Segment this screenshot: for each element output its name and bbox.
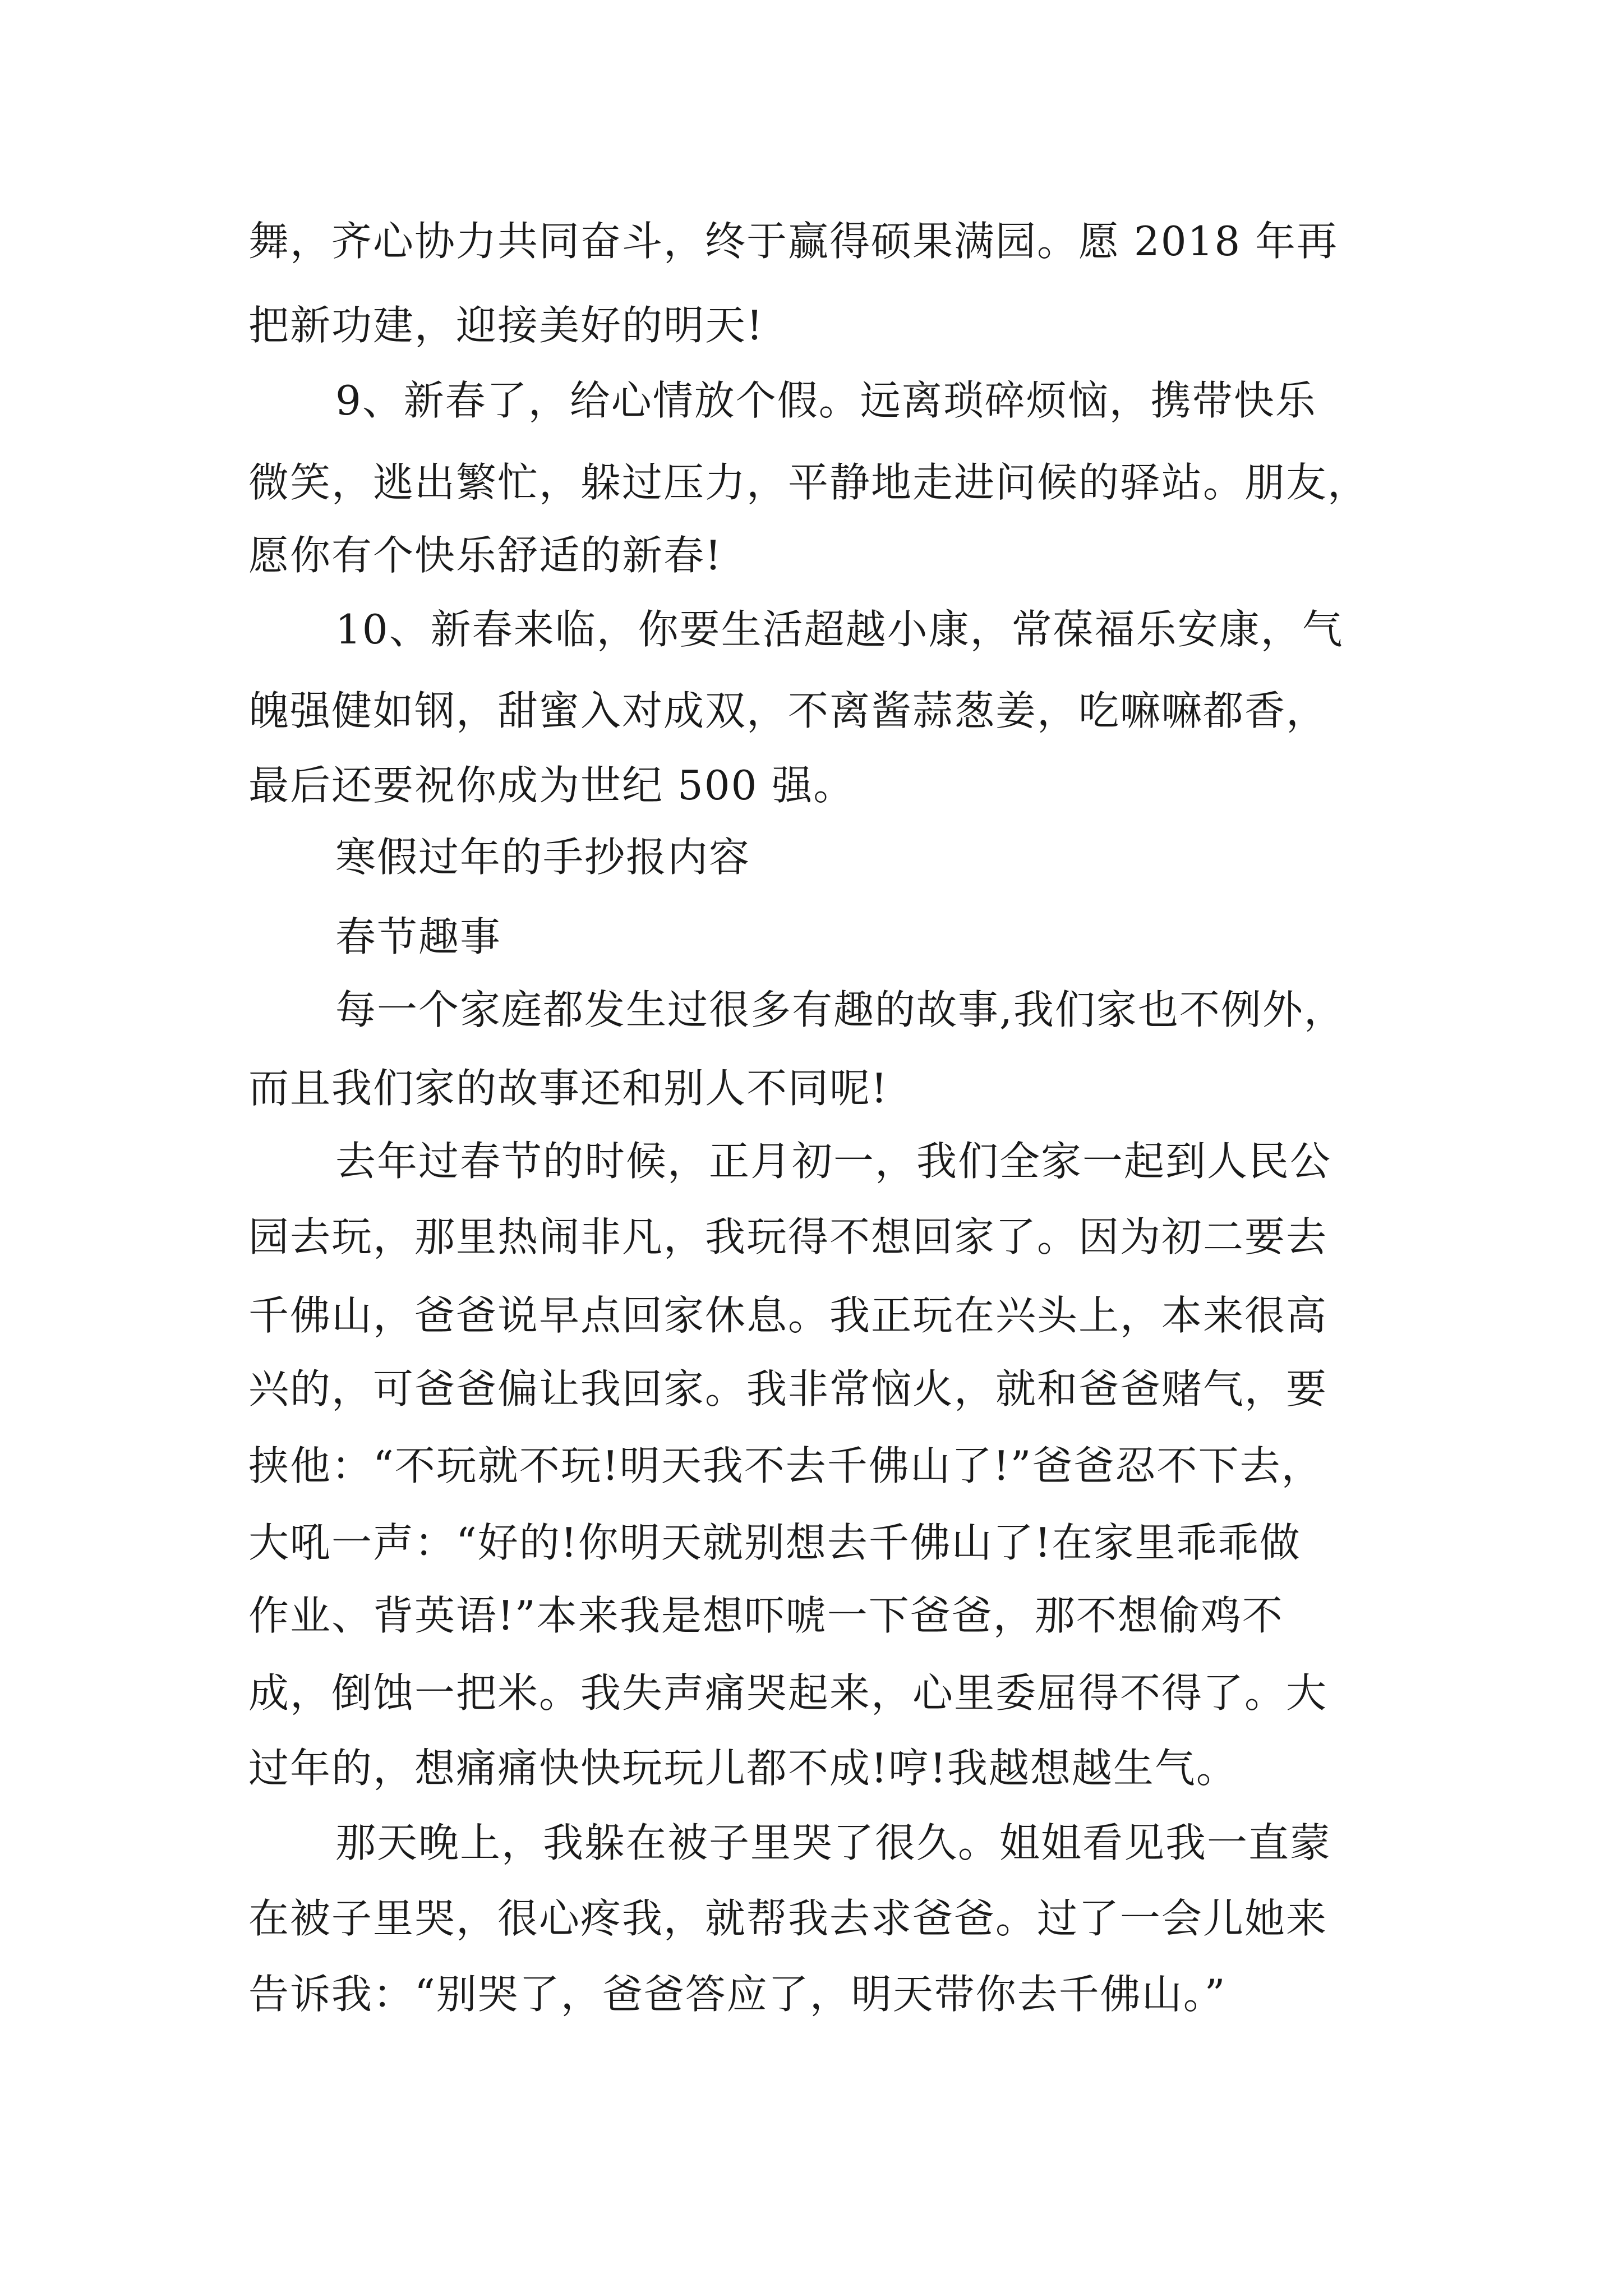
text-line: 舞，齐心协力共同奋斗，终于赢得硕果满园。愿 2018 年再: [248, 218, 1339, 265]
text-line: 告诉我：“别哭了，爸爸答应了，明天带你去千佛山。”: [248, 1971, 1227, 2018]
paragraph-start: 去年过春节的时候，正月初一，我们全家一起到人民公: [335, 1138, 1332, 1185]
text-line: 在被子里哭，很心疼我，就帮我去求爸爸。过了一会儿她来: [248, 1895, 1328, 1942]
text-line: 过年的，想痛痛快快玩玩儿都不成!哼!我越想越生气。: [248, 1745, 1238, 1792]
text-line: 微笑，逃出繁忙，躲过压力，平静地走进问候的驿站。朋友，: [248, 459, 1370, 506]
paragraph-9-start: 9、新春了，给心情放个假。远离琐碎烦恼，携带快乐: [335, 377, 1317, 424]
text-line: 大吼一声：“好的!你明天就别想去千佛山了!在家里乖乖做: [248, 1519, 1301, 1566]
text-line: 最后还要祝你成为世纪 500 强。: [248, 762, 855, 809]
paragraph-10-start: 10、新春来临，你要生活超越小康，常葆福乐安康，气: [335, 606, 1344, 653]
text-line: 兴的，可爸爸偏让我回家。我非常恼火，就和爸爸赌气，要: [248, 1365, 1328, 1412]
text-line: 愿你有个快乐舒适的新春!: [248, 532, 722, 579]
text-line: 而且我们家的故事还和别人不同呢!: [248, 1065, 888, 1112]
text-line: 园去玩，那里热闹非凡，我玩得不想回家了。因为初二要去: [248, 1213, 1328, 1260]
paragraph-start: 那天晚上，我躲在被子里哭了很久。姐姐看见我一直蒙: [335, 1819, 1332, 1866]
text-line: 魄强健如钢，甜蜜入对成双，不离酱蒜葱姜，吃嘛嘛都香，: [248, 687, 1328, 734]
section-heading: 寒假过年的手抄报内容: [335, 834, 751, 881]
text-line: 成，倒蚀一把米。我失声痛哭起来，心里委屈得不得了。大: [248, 1669, 1328, 1717]
text-line: 挟他：“不玩就不玩!明天我不去千佛山了!”爸爸忍不下去，: [248, 1442, 1323, 1489]
paragraph-start: 每一个家庭都发生过很多有趣的故事,我们家也不例外，: [335, 986, 1345, 1033]
text-line: 千佛山，爸爸说早点回家休息。我正玩在兴头上，本来很高: [248, 1292, 1328, 1339]
text-line: 作业、背英语!”本来我是想吓唬一下爸爸，那不想偷鸡不: [248, 1592, 1284, 1639]
text-line: 把新功建，迎接美好的明天!: [248, 302, 764, 349]
article-title: 春节趣事: [335, 913, 502, 960]
